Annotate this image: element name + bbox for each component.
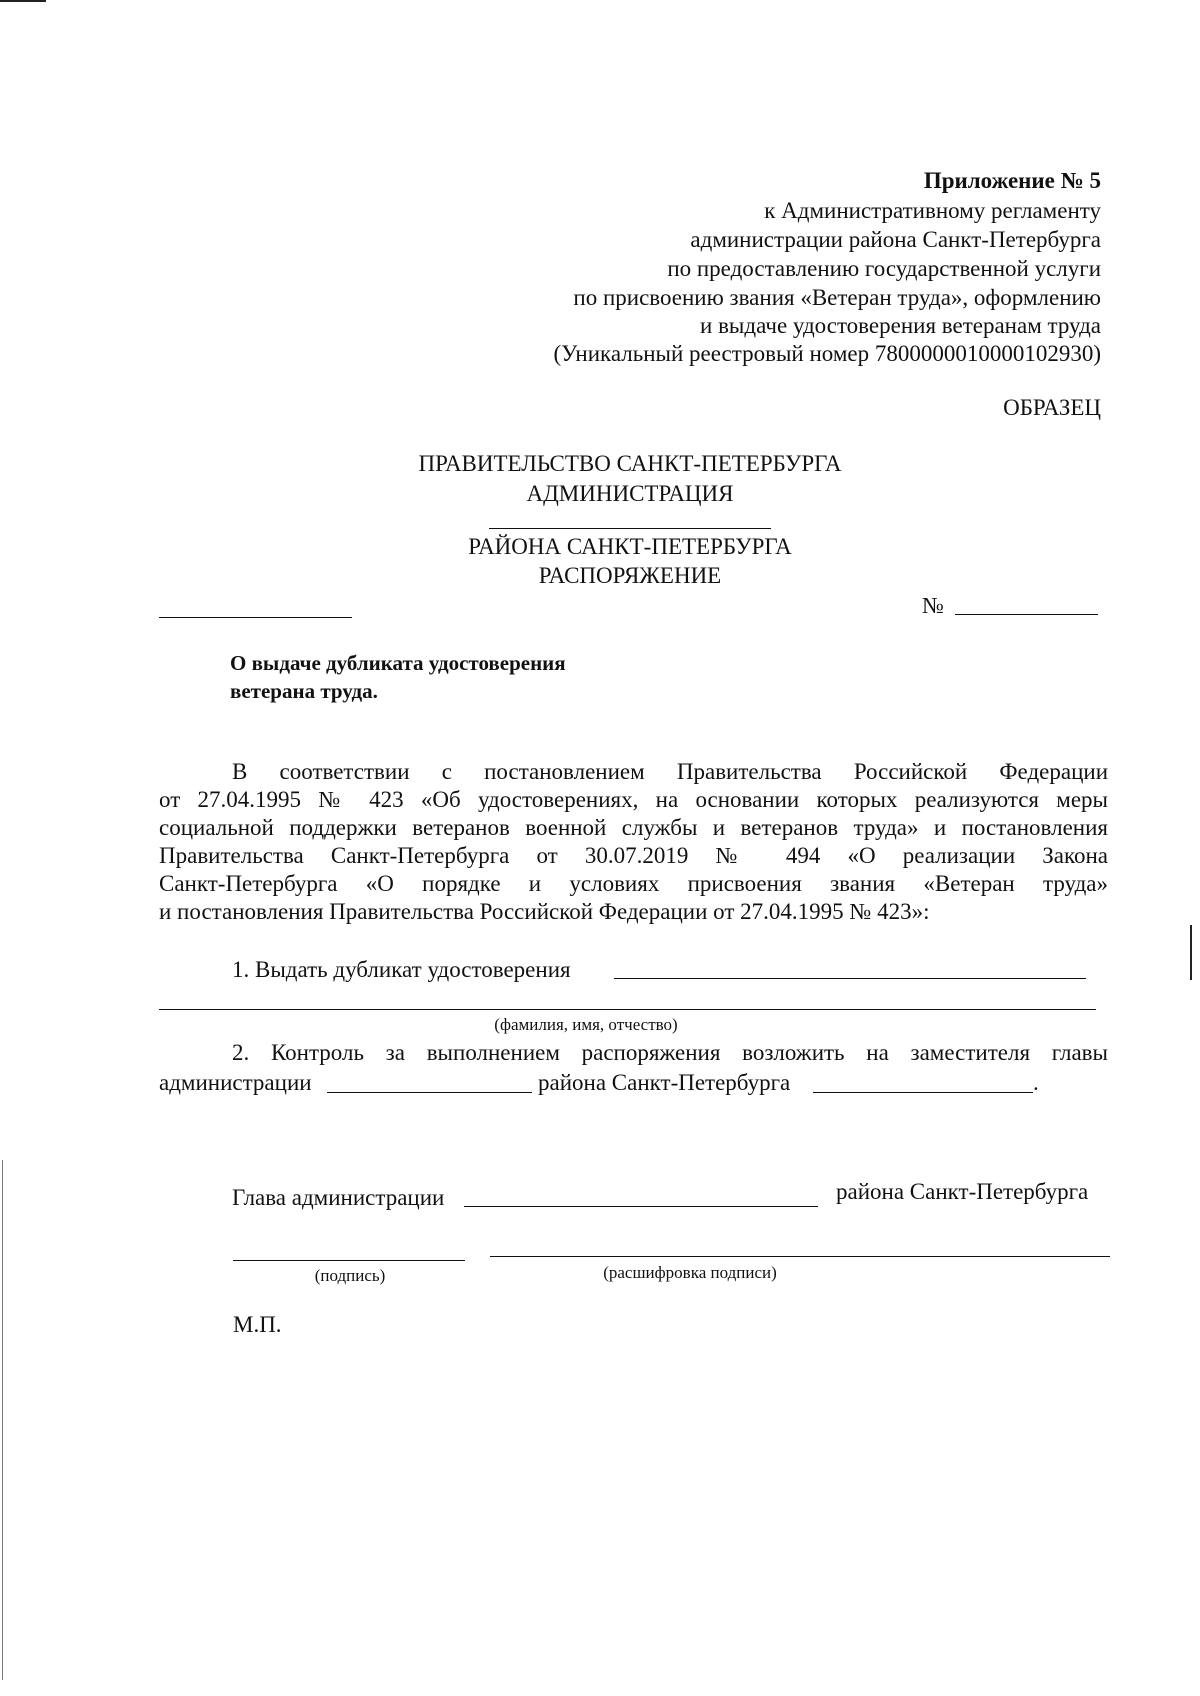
item2-part-b: района Санкт-Петербурга [538,1070,791,1095]
preamble-line: социальной поддержки ветеранов военной службы и ветеранов труда» и постановления [159,815,1108,840]
authority-line: АДМИНИСТРАЦИЯ [526,481,734,506]
item2-blank-b [813,1092,1033,1093]
scan-edge-mark [1190,925,1192,980]
preamble-line: и постановления Правительства Российской Федерации от 27.04.1995 № 423»: [159,899,930,924]
date-blank-line [159,617,352,618]
preamble-line: В соответствии с постановлением Правительства Российской Федерации [232,759,1108,784]
district-label: района Санкт-Петербурга [836,1179,1089,1204]
head-blank-line [464,1206,818,1207]
document-type: РАСПОРЯЖЕНИЕ [538,563,722,588]
scan-edge-mark [2,1160,3,1680]
item2-part-a: администрации [159,1070,312,1095]
item1-caption: (фамилия, имя, отчество) [494,1015,678,1034]
preamble-line: от 27.04.1995 № 423 «Об удостоверениях, на основании которых реализуются меры [159,787,1108,812]
appendix-title: Приложение № 5 [923,168,1101,193]
signature-decode-line [490,1256,1110,1257]
sample-label: ОБРАЗЕЦ [1003,395,1101,420]
seal-label: М.П. [233,1312,282,1337]
item1-name-line [159,1009,1096,1010]
item2-period: . [1033,1070,1039,1095]
item2-blank-a [327,1092,532,1093]
item1-text: 1. Выдать дубликат удостоверения [232,957,571,982]
header-line: (Уникальный реестровый номер 7800000010000102930) [553,341,1101,366]
number-label: № [922,593,944,618]
scan-edge-mark [0,0,46,2]
authority-line: ПРАВИТЕЛЬСТВО САНКТ-ПЕТЕРБУРГА [418,451,842,476]
subject-line: О выдаче дубликата удостоверения [230,651,566,675]
header-line: по присвоению звания «Ветеран труда», оформлению [573,285,1101,310]
signature-line [233,1260,465,1261]
authority-line: РАЙОНА САНКТ-ПЕТЕРБУРГА [468,534,792,559]
preamble-line: Санкт-Петербурга «О порядке и условиях присвоения звания «Ветеран труда» [159,871,1108,896]
preamble-line: Правительства Санкт-Петербурга от 30.07.2019 № 494 «О реализации Закона [159,843,1108,868]
item1-blank-line [614,978,1086,979]
signature-caption: (подпись) [314,1266,386,1285]
item2-line: 2. Контроль за выполнением распоряжения возложить на заместителя главы [232,1040,1108,1065]
header-line: по предоставлению государственной услуги [667,256,1101,281]
head-of-administration-label: Глава администрации [232,1185,445,1210]
header-line: и выдаче удостоверения ветеранам труда [700,313,1101,338]
header-line: администрации района Санкт-Петербурга [690,227,1101,252]
number-blank-line [955,614,1098,615]
subject-line: ветерана труда. [230,679,378,703]
district-blank-line [489,528,771,529]
signature-decode-caption: (расшифровка подписи) [603,1263,777,1282]
header-line: к Административному регламенту [764,198,1101,223]
